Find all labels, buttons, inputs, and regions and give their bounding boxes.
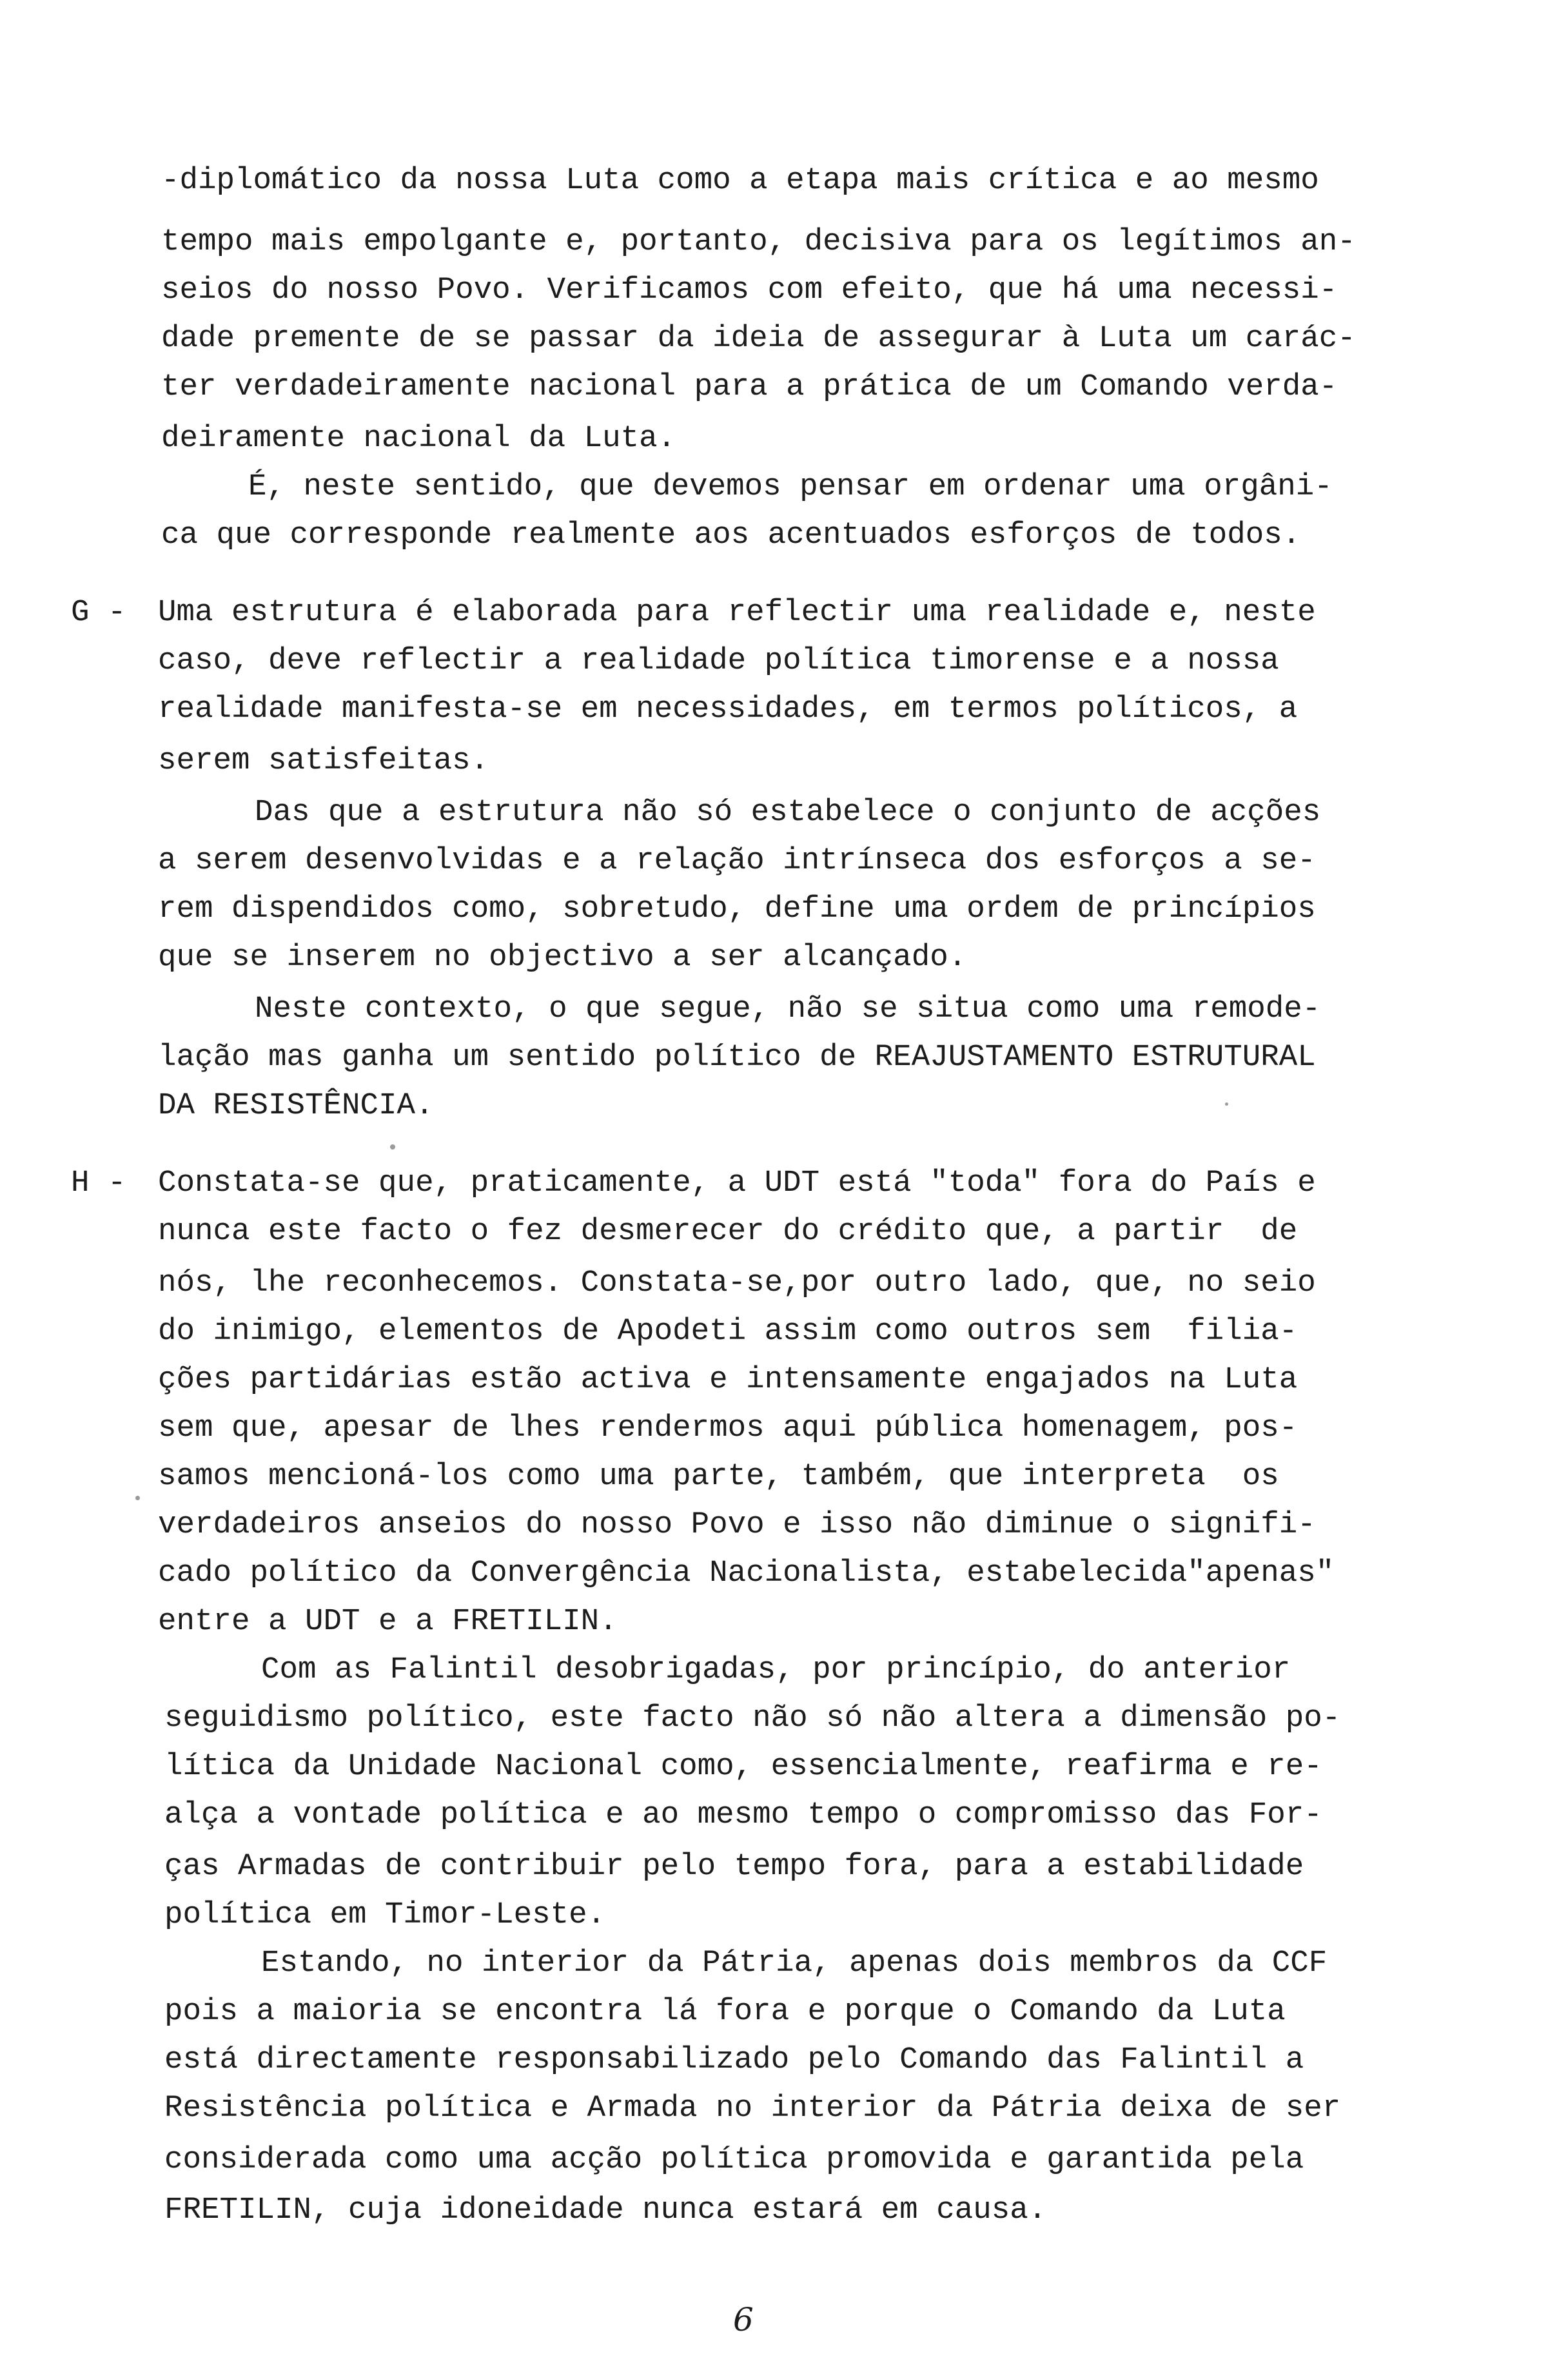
text-line: ções partidárias estão activa e intensamente engajados na Luta	[158, 1362, 1298, 1397]
text-line: samos mencioná-los como uma parte, também, que interpreta os	[158, 1459, 1279, 1494]
text-line: Das que a estrutura não só estabelece o conjunto de acções	[255, 795, 1321, 830]
text-line: Constata-se que, praticamente, a UDT está "toda" fora do País e	[158, 1166, 1316, 1200]
text-line: rem dispendidos como, sobretudo, define uma ordem de princípios	[158, 892, 1316, 926]
text-line: dade premente de se passar da ideia de assegurar à Luta um carác-	[161, 321, 1356, 356]
text-line: É, neste sentido, que devemos pensar em ordenar uma orgâni-	[248, 469, 1333, 504]
text-line: ca que corresponde realmente aos acentuados esforços de todos.	[161, 518, 1301, 553]
text-line: seios do nosso Povo. Verificamos com efeito, que há uma necessi-	[161, 273, 1338, 308]
text-line: a serem desenvolvidas e a relação intrínseca dos esforços a se-	[158, 843, 1316, 878]
text-line: Resistência política e Armada no interior da Pátria deixa de ser	[164, 2091, 1341, 2126]
section-marker: G -	[71, 595, 126, 630]
text-line: realidade manifesta-se em necessidades, em termos políticos, a	[158, 692, 1298, 727]
text-line: -diplomático da nossa Luta como a etapa mais crítica e ao mesmo	[161, 163, 1319, 198]
text-line: tempo mais empolgante e, portanto, decisiva para os legítimos an-	[161, 224, 1356, 259]
text-line: alça a vontade política e ao mesmo tempo o compromisso das For-	[164, 1797, 1322, 1832]
text-line: do inimigo, elementos de Apodeti assim como outros sem filia-	[158, 1314, 1298, 1349]
text-line: ças Armadas de contribuir pelo tempo fora, para a estabilidade	[164, 1849, 1304, 1884]
text-line: pois a maioria se encontra lá fora e porque o Comando da Luta	[164, 1994, 1286, 2029]
scan-speck	[135, 1496, 140, 1500]
text-line: serem satisfeitas.	[158, 743, 489, 778]
text-line: Neste contexto, o que segue, não se situa como uma remode-	[255, 992, 1321, 1026]
text-line: lação mas ganha um sentido político de REAJUSTAMENTO ESTRUTURAL	[158, 1040, 1316, 1075]
text-line: que se inserem no objectivo a ser alcançado.	[158, 940, 967, 975]
text-line: lítica da Unidade Nacional como, essencialmente, reafirma e re-	[164, 1749, 1322, 1784]
text-line: Com as Falintil desobrigadas, por princípio, do anterior	[261, 1652, 1291, 1687]
text-line: verdadeiros anseios do nosso Povo e isso não diminue o signifi-	[158, 1507, 1316, 1542]
text-line: entre a UDT e a FRETILIN.	[158, 1604, 618, 1639]
text-line: política em Timor-Leste.	[164, 1897, 606, 1932]
text-line: está directamente responsabilizado pelo Comando das Falintil a	[164, 2042, 1304, 2077]
text-line: seguidismo político, este facto não só não altera a dimensão po-	[164, 1701, 1341, 1736]
text-line: Estando, no interior da Pátria, apenas dois membros da CCF	[261, 1946, 1328, 1981]
text-line: FRETILIN, cuja idoneidade nunca estará em causa.	[164, 2193, 1047, 2227]
section-marker: H -	[71, 1166, 126, 1200]
text-line: sem que, apesar de lhes rendermos aqui pública homenagem, pos-	[158, 1411, 1298, 1445]
text-line: considerada como uma acção política promovida e garantida pela	[164, 2142, 1304, 2177]
text-line: deiramente nacional da Luta.	[161, 421, 676, 456]
text-line: nunca este facto o fez desmerecer do crédito que, a partir de	[158, 1214, 1298, 1249]
text-line: DA RESISTÊNCIA.	[158, 1088, 434, 1123]
text-line: ter verdadeiramente nacional para a prática de um Comando verda-	[161, 369, 1338, 404]
text-line: caso, deve reflectir a realidade política timorense e a nossa	[158, 643, 1279, 678]
scan-speck	[1225, 1102, 1228, 1106]
scan-speck	[390, 1144, 395, 1150]
text-line: Uma estrutura é elaborada para reflectir uma realidade e, neste	[158, 595, 1316, 630]
text-line: cado político da Convergência Nacionalista, estabelecida"apenas"	[158, 1556, 1335, 1591]
page-number: 6	[733, 2301, 754, 2338]
text-line: nós, lhe reconhecemos. Constata-se,por outro lado, que, no seio	[158, 1266, 1316, 1300]
